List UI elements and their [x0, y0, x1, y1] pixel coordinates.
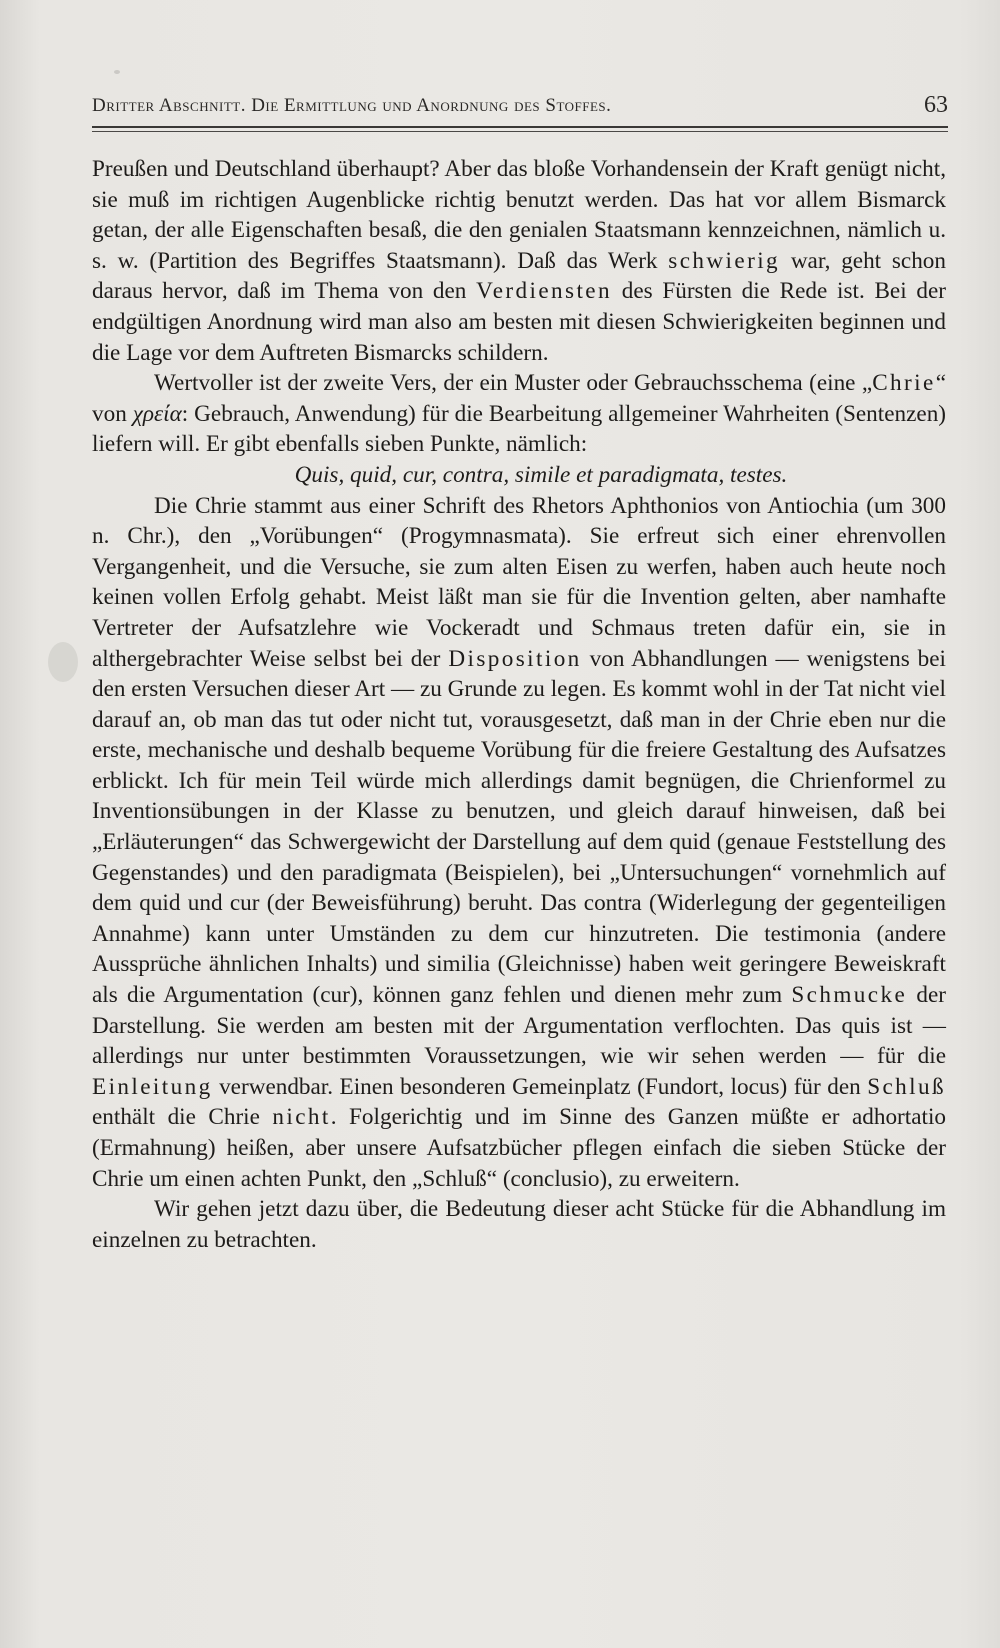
paragraph-2: Wertvoller ist der zweite Vers, der ein Muster oder Gebrauchsschema (eine „Chrie“ von χρεία: Gebrauch, Anwendung) für die Bearbeitung allgemeiner Wahrheiten (Sentenzen) liefern will. Er gibt ebenfalls sieben Punkte, nämlich:	[92, 370, 947, 458]
paragraph-3: Die Chrie stammt aus einer Schrift des Rhetors Aphthonios von Antiochia (um 300 n. Chr.), den „Vorübungen“ (Progymnasmata). Sie erfreut sich einer ehrenvollen Vergangenheit, und die Versuche, sie zum alten Eisen zu werfen, haben auch heute noch keinen vollen Erfolg gehabt. Meist läßt man sie für die Invention gelten, aber namhafte Vertreter der Aufsatzlehre wie Vockeradt und Schmaus treten dafür ein, sie in althergebrachter Weise selbst bei der Disposition von Abhandlungen — wenigstens bei den ersten Versuchen dieser Art — zu Grunde zu legen. Es kommt wohl in der Tat nicht viel darauf an, ob man das tut oder nicht tut, vorausgesetzt, daß man in der Chrie eben nur die erste, mechanische und deshalb bequeme Vorübung für die freiere Gestaltung des Aufsatzes erblickt. Ich für mein Teil würde mich allerdings damit begnügen, die Chrienformel zu Inventionsübungen in der Klasse zu benutzen, und gleich darauf hinweisen, daß bei „Erläuterungen“ das Schwergewicht der Darstellung auf dem quid (genaue Feststellung des Gegenstandes) und den paradigmata (Beispielen), bei „Untersuchungen“ vornehmlich auf dem quid und cur (der Beweisführung) beruht. Das contra (Widerlegung der gegenteiligen Annahme) kann unter Umständen zu dem cur hinzutreten. Die testimonia (andere Aussprüche ähnlichen Inhalts) und similia (Gleichnisse) haben weit geringere Beweiskraft als die Argumentation (cur), können ganz fehlen und dienen mehr zum Schmucke der Darstellung. Sie werden am besten mit der Argumentation verflochten. Das quis ist — allerdings nur unter bestimmten Voraussetzungen, wie wir sehen werden — für die Einleitung verwendbar. Einen besonderen Gemeinplatz (Fundort, locus) für den Schluß enthält die Chrie nicht. Folgerichtig und im Sinne des Ganzen müßte er adhortatio (Ermahnung) heißen, aber unsere Aufsatzbücher pflegen einfach die sieben Stücke der Chrie um einen achten Punkt, den „Schluß“ (conclusio), zu erweitern.	[92, 492, 947, 1192]
greek-word: χρεία	[132, 400, 182, 427]
spaced-emphasis: schwierig	[668, 247, 781, 274]
running-head: Dritter Abschnitt. Die Ermittlung und Anordnung des Stoffes.	[92, 95, 612, 116]
header-rule-thin	[92, 131, 948, 132]
verse-line: Quis, quid, cur, contra, simile et paradigmata, testes.	[294, 461, 788, 488]
spaced-emphasis: Schmucke	[791, 982, 908, 1009]
page-number: 63	[924, 92, 948, 118]
spaced-emphasis: Chrie	[872, 370, 936, 397]
spaced-emphasis: Disposition	[448, 645, 582, 672]
spaced-emphasis: nicht	[272, 1104, 331, 1131]
spaced-emphasis: Verdiensten	[476, 278, 612, 305]
body-text	[92, 154, 946, 1255]
header-rule	[92, 126, 948, 128]
paragraph-1: Preußen und Deutschland überhaupt? Aber das bloße Vorhandensein der Kraft genügt nicht, sie muß im richtigen Augenblicke richtig benutzt werden. Das hat vor allem Bismarck getan, der alle Eigenschaften besaß, die den genialen Staatsmann kennzeichnen, nämlich u. s. w. (Partition des Begriffes Staatsmann). Daß das Werk schwierig war, geht schon daraus hervor, daß im Thema von den Verdiensten des Fürsten die Rede ist. Bei der endgültigen Anordnung wird man also am besten mit diesen Schwierigkeiten beginnen und die Lage vor dem Auftreten Bismarcks schildern.	[92, 156, 946, 366]
spaced-emphasis: Schluß	[867, 1073, 946, 1100]
paragraph-4: Wir gehen jetzt dazu über, die Bedeutung dieser acht Stücke für die Abhandlung im einzelnen zu betrachten.	[92, 1196, 946, 1253]
paper-stain	[48, 642, 78, 682]
spaced-emphasis: Einleitung	[92, 1073, 213, 1100]
paper-speck	[114, 70, 120, 74]
